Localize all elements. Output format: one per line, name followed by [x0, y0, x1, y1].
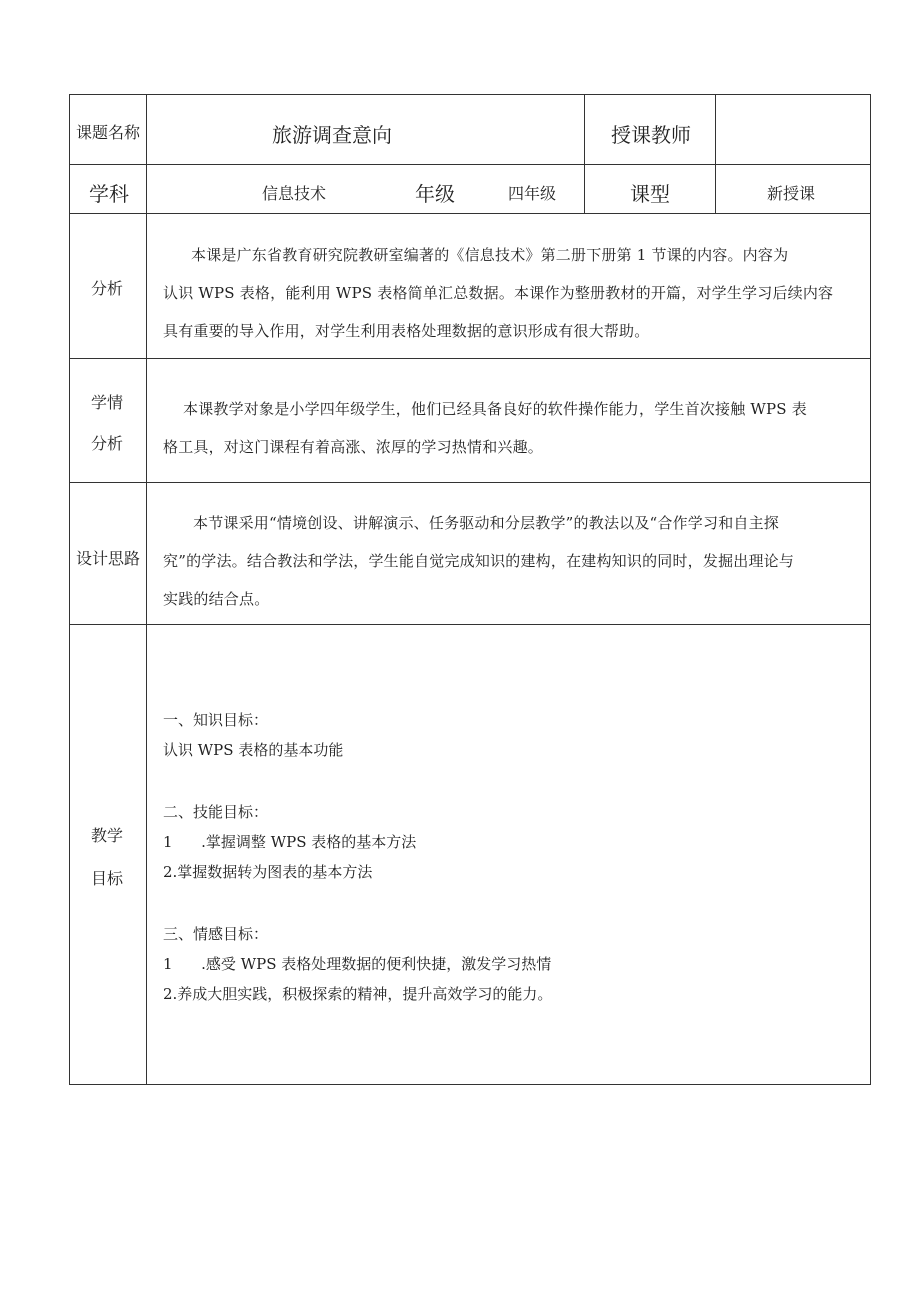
- type-label: 课型: [630, 182, 670, 206]
- column-divider: [715, 94, 716, 213]
- subject-value: 信息技术: [262, 184, 327, 203]
- learner-text: [163, 390, 865, 466]
- emotion-goal-title: 三、情感目标：: [163, 925, 269, 943]
- grade-label: 年级: [415, 182, 455, 206]
- analysis-line: 本课是广东省教育研究院教研室编著的《信息技术》第二册下册第 1 节课的内容。内容为: [191, 246, 789, 264]
- row-divider: [69, 164, 871, 165]
- design-line: 本节课采用“情境创设、讲解演示、任务驱动和分层教学”的教法以及“合作学习和自主探: [193, 514, 780, 532]
- knowledge-goal-item: 认识 WPS 表格的基本功能: [163, 741, 344, 759]
- topic-label: 课题名称: [76, 123, 141, 142]
- learner-label-line1: 学情: [91, 393, 124, 412]
- skill-goal-item: 1 .掌握调整 WPS 表格的基本方法: [163, 833, 417, 851]
- design-label: 设计思路: [76, 549, 141, 568]
- teacher-label: 授课教师: [611, 123, 691, 147]
- row-divider: [69, 482, 871, 483]
- topic-value: 旅游调查意向: [272, 123, 392, 147]
- learner-label-line2: 分析: [91, 434, 124, 453]
- type-value: 新授课: [767, 184, 816, 203]
- analysis-line: 认识 WPS 表格，能利用 WPS 表格简单汇总数据。本课作为整册教材的开篇，对学生学习后续内容: [163, 284, 834, 302]
- emotion-goal-item: 2.养成大胆实践，积极探索的精神，提升高效学习的能力。: [163, 985, 553, 1003]
- label-column-divider: [146, 94, 147, 1085]
- design-line: 究”的学法。结合教法和学法，学生能自觉完成知识的建构，在建构知识的同时，发掘出理论与: [163, 552, 795, 570]
- goals-label-line1: 教学: [91, 826, 124, 845]
- analysis-label: 分析: [91, 279, 124, 298]
- row-divider: [69, 624, 871, 625]
- design-text: [163, 504, 869, 618]
- goals-label-line2: 目标: [91, 869, 124, 888]
- design-line: 实践的结合点。: [163, 590, 270, 608]
- grade-value: 四年级: [508, 184, 557, 203]
- skill-goal-title: 二、技能目标：: [163, 803, 269, 821]
- goals-content: [163, 705, 552, 1009]
- emotion-goal-item: 1 .感受 WPS 表格处理数据的便利快捷，激发学习热情: [163, 955, 552, 973]
- row-divider: [69, 358, 871, 359]
- column-divider: [584, 94, 585, 213]
- spacer: [163, 887, 552, 919]
- skill-goal-item: 2.掌握数据转为图表的基本方法: [163, 863, 373, 881]
- spacer: [163, 765, 552, 797]
- analysis-text: [163, 236, 865, 350]
- subject-label: 学科: [89, 182, 129, 206]
- knowledge-goal-title: 一、知识目标：: [163, 711, 269, 729]
- row-divider: [69, 213, 871, 214]
- learner-line: 格工具，对这门课程有着高涨、浓厚的学习热情和兴趣。: [163, 438, 544, 456]
- analysis-line: 具有重要的导入作用，对学生利用表格处理数据的意识形成有很大帮助。: [163, 322, 650, 340]
- learner-line: 本课教学对象是小学四年级学生，他们已经具备良好的软件操作能力，学生首次接触 WPS 表: [183, 400, 807, 418]
